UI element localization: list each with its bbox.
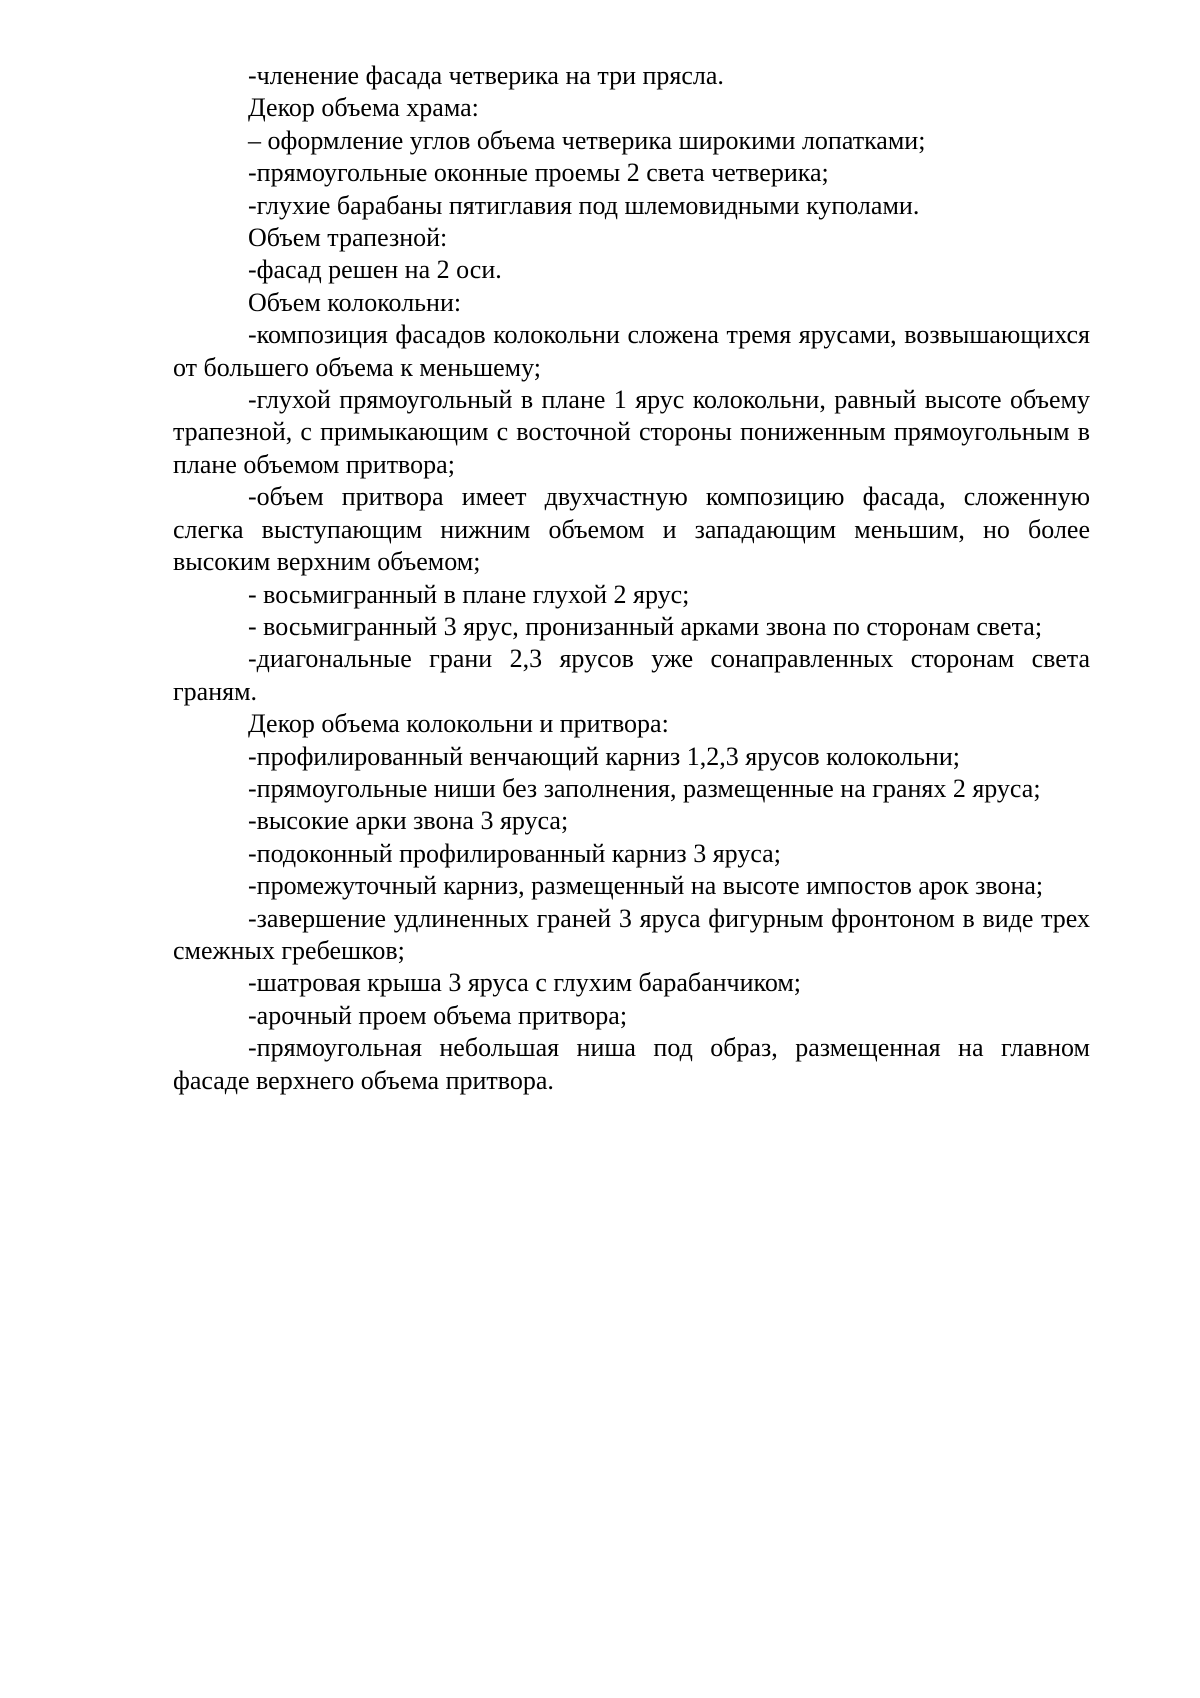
section-heading-refectory: Объем трапезной: [248, 223, 448, 253]
paragraph-22: -шатровая крыша 3 яруса с глухим барабанчиком; [248, 968, 802, 998]
paragraph-20: -промежуточный карниз, размещенный на высоте импостов арок звона; [248, 871, 1044, 901]
paragraph-14: -диагональные грани 2,3 ярусов уже сонаправленных сторонам света граням. [173, 644, 1090, 706]
section-heading-temple-decor: Декор объема храма: [248, 93, 479, 123]
paragraph-21: -завершение удлиненных граней 3 яруса фигурным фронтоном в виде трех смежных гребешков; [173, 903, 1090, 965]
paragraph-12: - восьмигранный в плане глухой 2 ярус; [248, 579, 690, 609]
paragraph-11: -объем притвора имеет двухчастную композицию фасада, сложенную слегка выступающим нижним объемом и западающим меньшим, но более высоким верхним объемом; [173, 482, 1090, 577]
section-heading-bell-tower-decor: Декор объема колокольни и притвора: [248, 709, 669, 739]
paragraph-23: -арочный проем объема притвора; [248, 1000, 628, 1030]
section-heading-bell-tower: Объем колокольни: [248, 287, 462, 317]
paragraph-10: -глухой прямоугольный в плане 1 ярус колокольни, равный высоте объему трапезной, с примыкающим с восточной стороны пониженным прямоугольным в плане объемом притвора; [173, 385, 1090, 479]
paragraph-7: -фасад решен на 2 оси. [248, 255, 502, 285]
paragraph-16: -профилированный венчающий карниз 1,2,3 ярусов колокольни; [248, 741, 960, 771]
paragraph-19: -подоконный профилированный карниз 3 яруса; [248, 838, 781, 868]
paragraph-17: -прямоугольные ниши без заполнения, размещенные на гранях 2 яруса; [248, 773, 1041, 803]
paragraph-1: -членение фасада четверика на три прясла. [248, 61, 724, 90]
paragraph-18: -высокие арки звона 3 яруса; [248, 806, 569, 836]
paragraph-13: - восьмигранный 3 ярус, пронизанный арками звона по сторонам света; [248, 611, 1043, 641]
paragraph-3: – оформление углов объема четверика широкими лопатками; [248, 125, 926, 155]
paragraph-9: -композиция фасадов колокольни сложена тремя ярусами, возвышающихся от большего объема к меньшему; [173, 320, 1090, 382]
paragraph-4: -прямоугольные оконные проемы 2 света четверика; [248, 158, 829, 188]
document-body [173, 60, 1090, 1097]
paragraph-5: -глухие барабаны пятиглавия под шлемовидными куполами. [248, 190, 920, 220]
paragraph-24: -прямоугольная небольшая ниша под образ, размещенная на главном фасаде верхнего объема притвора. [173, 1033, 1090, 1095]
